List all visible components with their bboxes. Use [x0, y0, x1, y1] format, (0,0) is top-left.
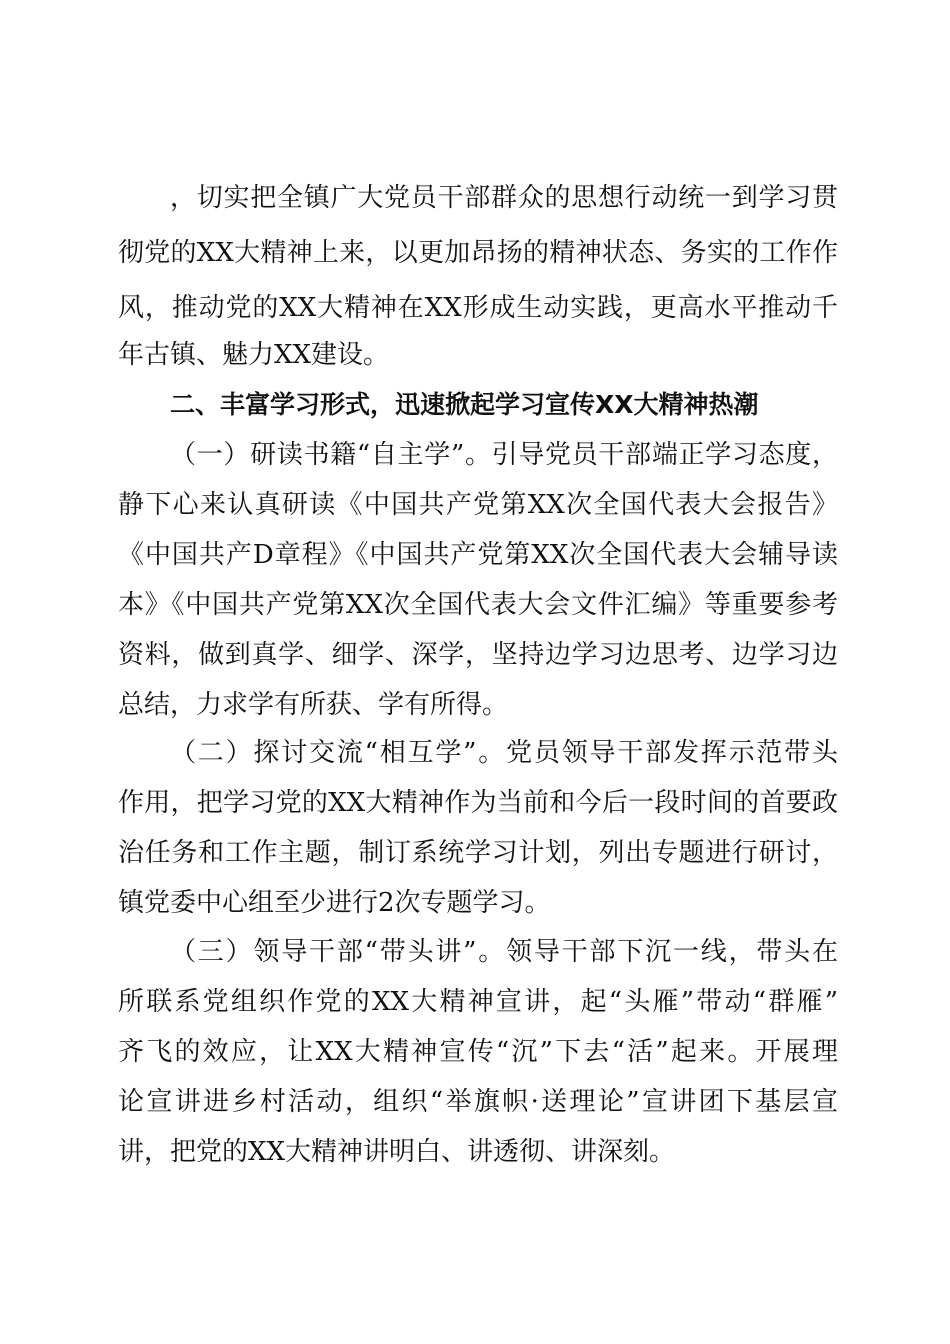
paragraph-4-line-2: 所联系党组织作党的XX大精神宣讲，起“头雁”带动“群雁” — [118, 987, 838, 1017]
paragraph-2-line-5: 资料，做到真学、细学、深学，坚持边学习边思考、边学习边 — [118, 640, 838, 670]
paragraph-4-line-5: 讲，把党的XX大精神讲明白、讲透彻、讲深刻。 — [118, 1137, 676, 1167]
paragraph-2-line-4: 本》《中国共产党第XX次全国代表大会文件汇编》等重要参考 — [118, 590, 838, 620]
paragraph-2-line-2: 静下心来认真研读《中国共产党第XX次全国代表大会报告》 — [118, 490, 838, 520]
section-heading: 二、丰富学习形式，迅速掀起学习宣传XX大精神热潮 — [170, 390, 759, 419]
paragraph-3-line-3: 治任务和工作主题，制订系统学习计划，列出专题进行研讨， — [118, 838, 838, 868]
paragraph-4-line-4: 论宣讲进乡村活动，组织“举旗帜·送理论”宣讲团下基层宣 — [118, 1087, 838, 1117]
paragraph-2-line-1: （一）研读书籍“自主学”。引导党员干部端正学习态度， — [170, 440, 838, 470]
paragraph-1-line-2: 彻党的XX大精神上来，以更加昂扬的精神状态、务实的工作作 — [118, 238, 838, 268]
paragraph-3-line-4: 镇党委中心组至少进行2次专题学习。 — [118, 888, 551, 918]
paragraph-2-line-6: 总结，力求学有所获、学有所得。 — [118, 690, 509, 720]
paragraph-1-line-3: 风，推动党的XX大精神在XX形成生动实践，更高水平推动千 — [118, 293, 838, 323]
paragraph-1-line-1: ，切实把全镇广大党员干部群众的思想行动统一到学习贯 — [170, 183, 838, 213]
paragraph-3-line-1: （二）探讨交流“相互学”。党员领导干部发挥示范带头 — [170, 738, 838, 768]
paragraph-4-line-3: 齐飞的效应，让XX大精神宣传“沉”下去“活”起来。开展理 — [118, 1037, 838, 1067]
paragraph-3-line-2: 作用，把学习党的XX大精神作为当前和今后一段时间的首要政 — [118, 788, 838, 818]
paragraph-2-line-3: 《中国共产D章程》《中国共产党第XX次全国代表大会辅导读 — [118, 540, 838, 570]
paragraph-1-line-4: 年古镇、魅力XX建设。 — [118, 340, 390, 370]
paragraph-4-line-1: （三）领导干部“带头讲”。领导干部下沉一线，带头在 — [170, 937, 838, 967]
